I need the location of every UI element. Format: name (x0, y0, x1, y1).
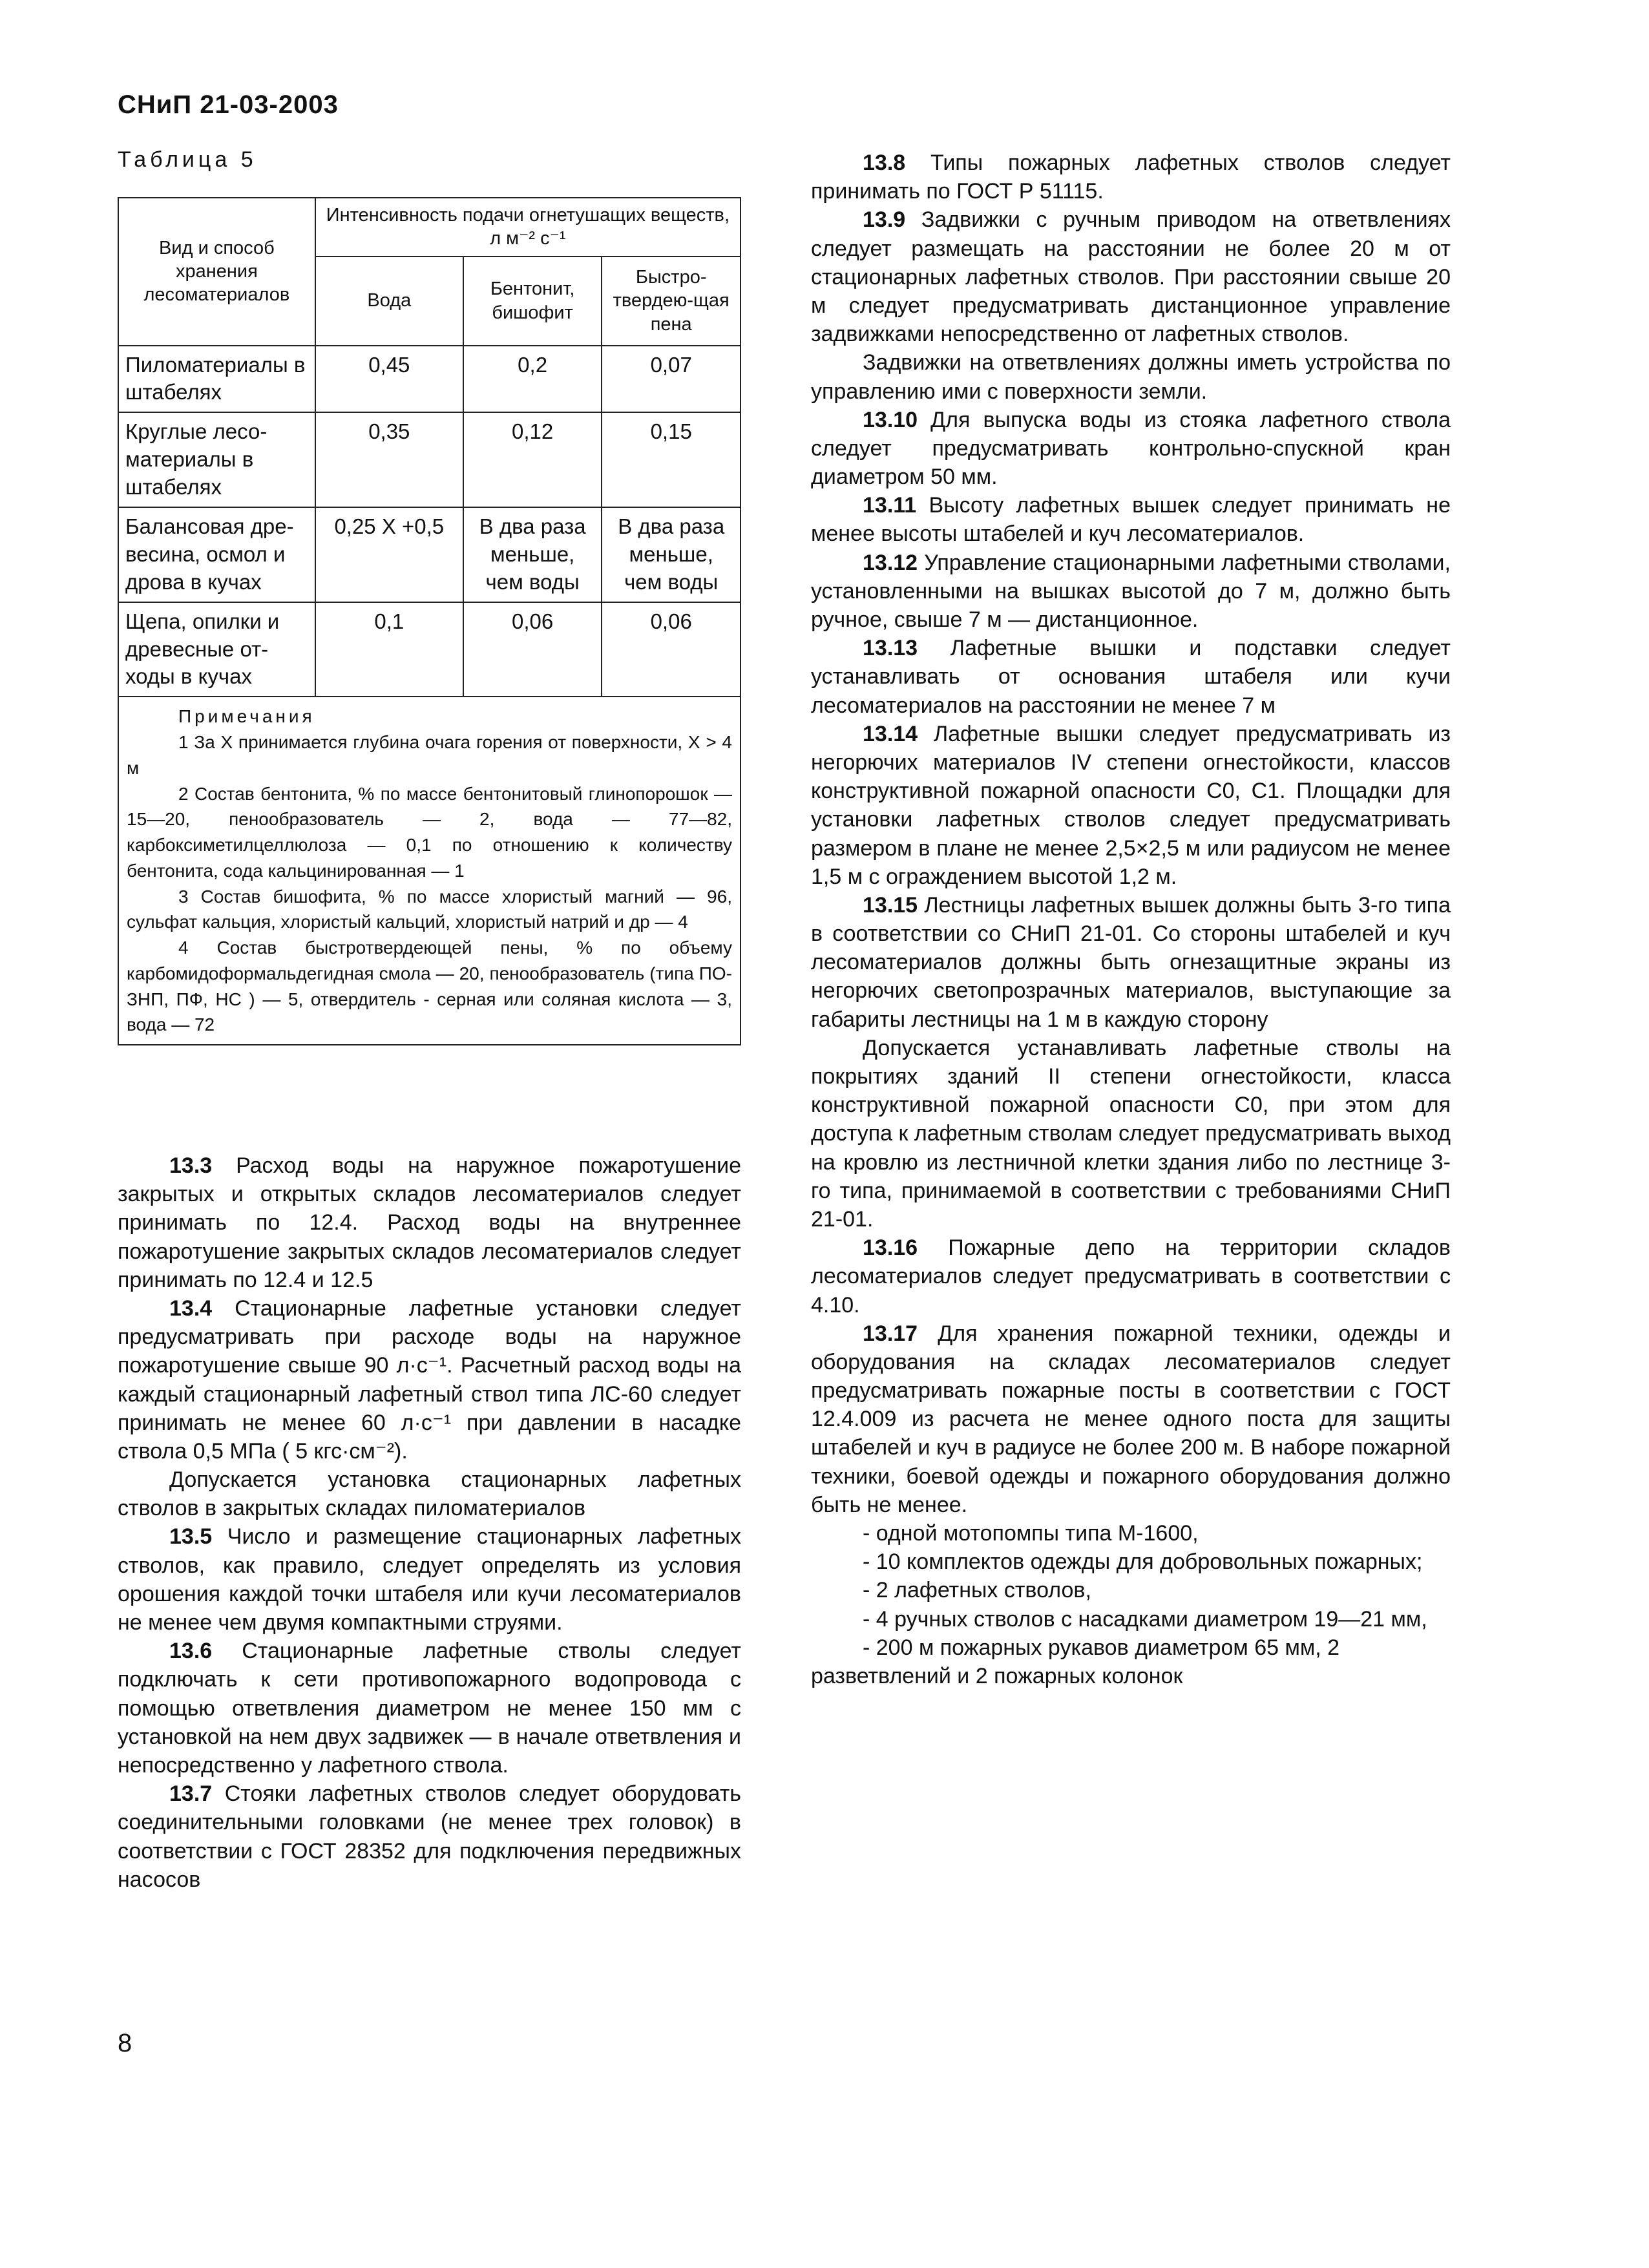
paragraph-text: Допускается устанавливать лафетные стволы на покрытиях зданий II степени огнестойкости, класса конструктивной пожарной опасности С0, при этом для доступа к лафетным стволам следует предусматривать выход на кровлю из лестничной клетки здания либо по лестнице 3-го типа, принимаемой в соответствии с требованиями СНиП 21-01. (811, 1035, 1451, 1232)
cell-bentonite: 0,2 (463, 346, 602, 413)
paragraph-text: Задвижки с ручным приводом на ответвлениях следует размещать на расстоянии не более 20 м от стационарных лафетных стволов. При расстоянии свыше 20 м следует предусматривать дистанционное управление задвижками непосредственно от лафетных стволов. (811, 207, 1451, 347)
header-storage-type: Вид и способ хранения лесоматериалов (118, 198, 315, 346)
cell-water: 0,35 (315, 412, 463, 507)
row-name: Пиломатериалы в штабелях (118, 346, 315, 413)
paragraph (118, 1465, 741, 1522)
list-item: - 10 комплектов одежды для добровольных пожарных; (863, 1549, 1423, 1575)
table-caption: Таблица 5 (118, 147, 257, 172)
row-name: Круглые лесо-материалы в штабелях (118, 412, 315, 507)
table-row (118, 412, 740, 507)
paragraph (118, 1780, 741, 1894)
document-code: СНиП 21-03-2003 (118, 90, 339, 119)
paragraph (118, 1637, 741, 1780)
header-bentonite: Бентонит, бишофит (463, 257, 602, 346)
paragraph (118, 1151, 741, 1294)
clause-number: 13.15 (863, 892, 918, 918)
cell-foam: 0,07 (602, 346, 740, 413)
clause-number: 13.11 (863, 493, 917, 518)
clause-number: 13.10 (863, 407, 918, 432)
paragraph-text: Лестницы лафетных вышек должны быть 3-го типа в соответствии со СНиП 21-01. Со стороны штабелей и куч лесоматериалов должны быть огнезащитные экраны из негорючих светопрозрачных материалов, выступающие за габариты лестницы на 1 м в каждую сторону (811, 892, 1451, 1032)
paragraph-text: Расход воды на наружное пожаротушение закрытых и открытых складов лесоматериалов следует принимать по 12.4. Расход воды на внутреннее пожаротушение закрытых складов лесоматериалов следует принимать по 12.4 и 12.5 (118, 1153, 741, 1292)
clause-number: 13.9 (863, 207, 906, 233)
list-item: - одной мотопомпы типа М-1600, (863, 1521, 1199, 1546)
clause-number: 13.8 (863, 151, 906, 175)
paragraph (811, 348, 1451, 405)
paragraph (811, 891, 1451, 1034)
table-5 (118, 197, 741, 1045)
clause-number: 13.13 (863, 636, 918, 661)
paragraph-text: Задвижки на ответвлениях должны иметь устройства по управлению ими с поверхности земли. (811, 350, 1451, 404)
header-foam: Быстро-твердею-щая пена (602, 257, 740, 346)
paragraph-text: Стояки лафетных стволов следует оборудовать соединительными головками (не менее трех головок) в соответствии с ГОСТ 28352 для подключения передвижных насосов (118, 1781, 741, 1892)
paragraph-text: Допускается установка стационарных лафетных стволов в закрытых складах пиломатериалов (118, 1467, 741, 1521)
right-text-column (811, 149, 1451, 1690)
list-item: - 200 м пожарных рукавов диаметром 65 мм, 2 разветвлений и 2 пожарных колонок (811, 1635, 1340, 1688)
cell-bentonite: В два раза меньше, чем воды (463, 507, 602, 602)
clause-number: 13.6 (169, 1639, 213, 1664)
paragraph (118, 1294, 741, 1465)
paragraph (811, 406, 1451, 492)
cell-foam: 0,15 (602, 412, 740, 507)
cell-bentonite: 0,12 (463, 412, 602, 507)
note-item: 3 Состав бишофита, % по массе хлористый магний — 96, сульфат кальция, хлористый кальций, хлористый натрий и др — 4 (127, 886, 732, 932)
cell-bentonite: 0,06 (463, 602, 602, 697)
paragraph (811, 634, 1451, 720)
clause-number: 13.7 (169, 1781, 213, 1807)
row-name: Щепа, опилки и древесные от-ходы в кучах (118, 602, 315, 697)
cell-water: 0,1 (315, 602, 463, 697)
list-item: - 2 лафетных стволов, (863, 1578, 1091, 1603)
clause-number: 13.17 (863, 1321, 918, 1346)
note-item: 1 За X принимается глубина очага горения от поверхности, X > 4 м (127, 732, 732, 778)
paragraph (811, 1234, 1451, 1319)
note-item: 4 Состав быстротвердеющей пены, % по объему карбомидоформальдегидная смола — 20, пенообразователь (типа ПО-ЗНП, ПФ, НС ) — 5, отвердитель - серная или соляная кислота — 3, вода — 72 (127, 938, 732, 1035)
cell-foam: 0,06 (602, 602, 740, 697)
clause-number: 13.16 (863, 1235, 918, 1261)
paragraph (811, 491, 1451, 548)
paragraph-text: Высоту лафетных вышек следует принимать не менее высоты штабелей и куч лесоматериалов. (811, 493, 1451, 547)
paragraph-text: Стационарные лафетные стволы следует подключать к сети противопожарного водопровода с помощью ответвления диаметром не менее 150 мм с установкой на нем двух задвижек — в начале ответвления и непосредственно у лафетного ствола. (118, 1639, 741, 1778)
table-row (118, 507, 740, 602)
left-text-column (118, 1151, 741, 1894)
cell-water: 0,45 (315, 346, 463, 413)
table-row (118, 346, 740, 413)
paragraph (811, 1319, 1451, 1519)
header-water: Вода (315, 257, 463, 346)
clause-number: 13.4 (169, 1296, 213, 1321)
paragraph-text: Стационарные лафетные установки следует предусматривать при расходе воды на наружное пожаротушение свыше 90 л·с⁻¹. Расчетный расход воды на каждый стационарный лафетный ствол типа ЛС-60 следует принимать не менее 60 л·с⁻¹ при давлении в насадке ствола 0,5 МПа ( 5 кгс·см⁻²). (118, 1296, 741, 1464)
paragraph-text: Для выпуска воды из стояка лафетного ствола следует предусматривать контрольно-спускной кран диаметром 50 мм. (811, 407, 1451, 490)
paragraph (811, 149, 1451, 205)
paragraph-text: Лафетные вышки и подставки следует устанавливать от основания штабеля или кучи лесоматериалов на расстоянии не менее 7 м (811, 636, 1451, 718)
cell-water: 0,25 Х +0,5 (315, 507, 463, 602)
row-name: Балансовая дре-весина, осмол и дрова в кучах (118, 507, 315, 602)
paragraph (811, 720, 1451, 891)
clause-number: 13.3 (169, 1153, 213, 1178)
table-notes (118, 697, 740, 1045)
paragraph-text: Число и размещение стационарных лафетных стволов, как правило, следует определять из условия орошения каждой точки штабеля или кучи лесоматериалов не менее чем двумя компактными струями. (118, 1524, 741, 1635)
header-intensity: Интенсивность подачи огнетушащих веществ, л м⁻² с⁻¹ (315, 198, 740, 257)
clause-number: 13.12 (863, 550, 918, 575)
paragraph (118, 1522, 741, 1637)
paragraph-text: Типы пожарных лафетных стволов следует принимать по ГОСТ Р 51115. (811, 151, 1451, 204)
paragraph (811, 549, 1451, 635)
table-row (118, 602, 740, 697)
clause-number: 13.14 (863, 721, 918, 746)
paragraph (811, 1034, 1451, 1234)
notes-title: Примечания (178, 706, 315, 727)
paragraph (811, 205, 1451, 348)
list-item: - 4 ручных стволов с насадками диаметром 19—21 мм, (863, 1606, 1427, 1632)
paragraph-text: Пожарные депо на территории складов лесоматериалов следует предусматривать в соответствии с 4.10. (811, 1235, 1451, 1318)
paragraph-text: Для хранения пожарной техники, одежды и оборудования на складах лесоматериалов следует предусматривать пожарные посты в соответствии с ГОСТ 12.4.009 из расчета не менее одного поста для защиты штабелей и куч в радиусе не более 200 м. В наборе пожарной техники, боевой одежды и пожарного оборудования должно быть не менее. (811, 1321, 1451, 1517)
page-number: 8 (118, 2029, 132, 2057)
paragraph-text: Лафетные вышки следует предусматривать из негорючих материалов IV степени огнестойкости, классов конструктивной пожарной опасности С0, С1. Площадки для установки лафетных стволов следует предусматривать размером в плане не менее 2,5×2,5 м или радиусом не менее 1,5 м с ограждением высотой 1,2 м. (811, 721, 1451, 889)
cell-foam: В два раза меньше, чем воды (602, 507, 740, 602)
clause-number: 13.5 (169, 1524, 213, 1549)
note-item: 2 Состав бентонита, % по массе бентонитовый глинопорошок — 15—20, пенообразователь — 2, вода — 77—82, карбоксиметилцеллюлоза — 0,1 по отношению к количеству бентонита, сода кальцинированная — 1 (127, 783, 732, 881)
paragraph-text: Управление стационарными лафетными стволами, установленными на вышках высотой до 7 м, должно быть ручное, свыше 7 м — дистанционное. (811, 550, 1451, 632)
